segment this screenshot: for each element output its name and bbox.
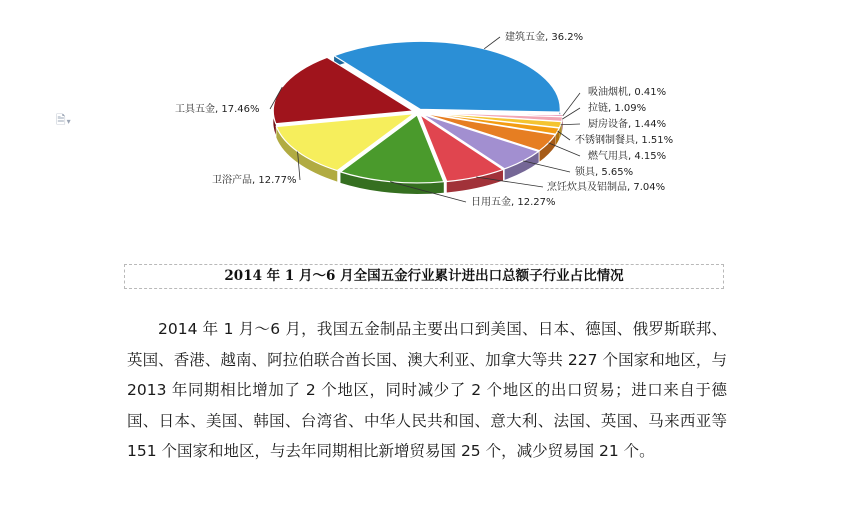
pie-slice-label: 不锈钢制餐具, 1.51% bbox=[575, 135, 674, 146]
pie-slice-label: 日用五金, 12.27% bbox=[471, 197, 556, 208]
pie-slice-label: 工具五金, 17.46% bbox=[175, 104, 260, 115]
pie-slice-label: 卫浴产品, 12.77% bbox=[212, 175, 297, 186]
pie-leader-line bbox=[563, 93, 580, 116]
pie-slice-label: 吸油烟机, 0.41% bbox=[588, 87, 667, 98]
pie-slice-label: 厨房设备, 1.44% bbox=[588, 119, 667, 130]
pie-slice-label: 烹饪炊具及铝制品, 7.04% bbox=[547, 182, 666, 193]
pie-chart bbox=[0, 0, 850, 260]
body-paragraph bbox=[127, 314, 727, 467]
pie-slice-label: 拉链, 1.09% bbox=[588, 103, 647, 114]
body-paragraph-text: 2014 年 1 月～6 月，我国五金制品主要出口到美国、日本、德国、俄罗斯联邦、英国、香港、越南、阿拉伯联合酋长国、澳大利亚、加拿大等共 227 个国家和地区，与 2013 年同期相比增加了 2 个地区，同时减少了 2 个地区的出口贸易；进口来自于德国、日本、美国、韩国、台湾省、中华人民共和国、意大利、法国、英国、马来西亚等 151 个国家和地区，与去年同期相比新增贸易国 25 个，减少贸易国 21 个。 bbox=[127, 320, 727, 460]
pie-slices bbox=[273, 41, 563, 194]
pie-leader-line bbox=[561, 124, 580, 125]
pie-slice-label: 燃气用具, 4.15% bbox=[588, 151, 667, 162]
pie-slice-label: 锁具, 5.65% bbox=[575, 167, 634, 178]
chevron-down-icon[interactable]: ▾ bbox=[66, 117, 71, 126]
pie-leader-line bbox=[484, 37, 500, 49]
chart-caption: 2014 年 1 月～6 月全国五金行业累计进出口总额子行业占比情况 bbox=[124, 264, 724, 289]
pie-slice-label: 建筑五金, 36.2% bbox=[505, 32, 584, 43]
document-glyph: 🗎 bbox=[56, 113, 66, 127]
